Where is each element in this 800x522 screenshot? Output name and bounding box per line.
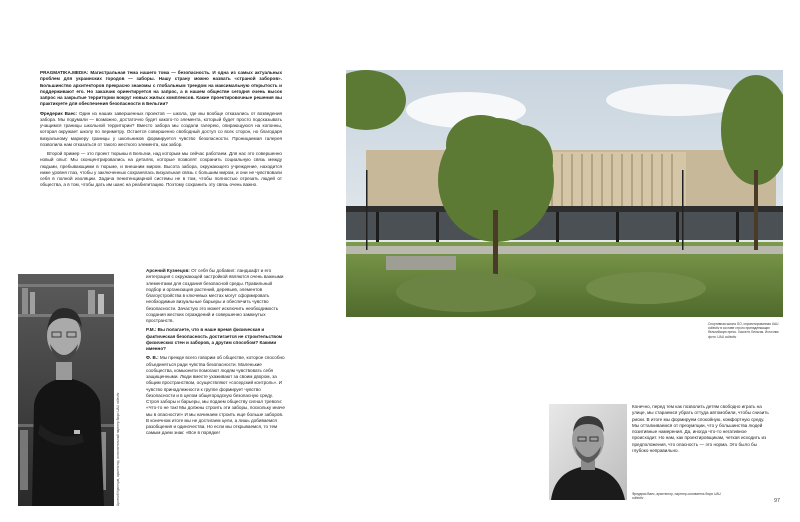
kuznetsov-portrait	[18, 274, 114, 506]
kuznetsov-portrait-image	[18, 274, 114, 506]
kuznetsov-paragraph	[146, 268, 286, 324]
vaes-portrait	[549, 404, 627, 500]
vaes-portrait-image	[549, 404, 627, 500]
kuznetsov-speaker: Арсений Кузнецов:	[146, 268, 190, 273]
school-photo	[346, 70, 783, 317]
kuznetsov-text: От себя бы добавил: ландшафт и его интеграция с окружающей застройкой являются очень важными элементами для создания безопасной среды. Правильный подбор и организация растений, деревьев, элементов благоустройства в ключевых местах могут сформировать необходимые визуальные барьеры и обеспечить чувство безопасности. Зачастую это может исключить необходимость создания жестких ограждений и совершенно замкнутых пространств.	[146, 268, 284, 323]
answer-text: Один из наших завершенных проектов — школа, где мы вообще отказались от возведения забора. Мы подумали — возможно, достаточно будет какого-то элемента, который будет просто подсказывать учащимся границы школьной территории? Вместо забора мы создали галерею, опирающуюся на колонны, которая окружает школу по периметру. Остается совершенно свободный доступ со всех сторон, но благодаря визуальному маркеру границы у школьников формируется чувство безопасности. Проницаемая галерея позволила нам отказаться от такого жесткого элемента, как забор.	[40, 110, 282, 147]
intro-lead: PRAGMATIKA.MEDIA: Магистральная тема нашего тома — безопасность. И одна из самых актуальных проблем для украинских городов — заборы. Нашу страну можно назвать «страной заборов». Большинство архитекторов прекрасно знакомы с глобальным трендом на максимальную открытость и поддерживают его. Но заказчик ориентируется на запрос, а в нашем обществе сегодня очень высок запрос на закрытые территории вокруг новых жилых комплексов. Какие проектировочные решения вы практикуете для обеспечения безопасности в Бельгии?	[40, 70, 282, 107]
vaes-caption: Фредерик Ваес, архитектор, партнер-основатель бюро UAU collectiv	[632, 492, 721, 501]
school-photo-caption: Спортивная школа GO, спроектированная UAU collectiv в составе строго принадлежащих бельгийскую пресс. Хасселт, Бельгия. Источник фото: UAU collectiv	[708, 322, 779, 339]
question-paragraph: P.M.: Вы полагаете, что в наше время физическая и фактическая безопасность достигается не строительством физических стен и заборов, а другим способом? Какими именно?	[146, 327, 283, 351]
vaes-answer-paragraph	[146, 355, 286, 436]
school-photo-image	[346, 70, 783, 317]
answer-paragraph	[40, 111, 282, 149]
column-three-text: Конечно, перед тем как позволить детям свободно играть на улице, мы стараемся убрать оттуда автомобили, чтобы снизить риски. В итоге мы формируем спокойную, комфортную среду. Мы отталкиваемся от презумпции, что у большинства людей позитивные намерения. Да, иногда что-то негативное происходит. Но нам, как проектировщикам, четкая исходить из предположения, что опасность — это норма. Это было бы глубоко неправильно.	[632, 404, 769, 453]
prison-paragraph: Второй пример — это проект тюрьмы в Бельгии, над которым мы сейчас работаем. Для нас это совершенно новый опыт. Мы сконцентрировались на деталях, которые позволят сохранить социальную связь между людьми, пребывающими в тюрьме, и внешним миром. Высота забора, окружающего учреждение, находится ниже уровня глаз, чтобы у заключенных сохранялась визуальная связь с большим миром, и они не чувствовали себя в полной изоляции. Задача пенитенциарной системы не в том, чтобы полностью отрезать людей от общества, а в том, чтобы дать им шанс на реабилитацию. Поэтому сохранить эту связь очень важно.	[40, 151, 282, 188]
kuznetsov-caption: Арсений Кузнецов, архитектор, исполнительный партнер бюро UAU collectiv	[116, 392, 120, 506]
vaes-text: Мы прежде всего говорим об обществе, которое способно объединяться ради чувства безопасности. Маленькие сообщества, комьюнити помогают людям чувствовать себя защищенными. Люди вместе ухаживают за своим двором, за общим пространством, осуществляют «соседский контроль». И чувство принадлежности к группе формирует чувство безопасности и в целом общегородскую безопасную среду. Строя заборы и барьеры, мы подаем обществу сигнал тревоги: «Что-то не так! Мы должны строить эти заборы, поскольку иначе мы в опасности!» И мы начинаем строить еще больше заборов. В конечном итоге мы не достигаем цели, а лишь добиваемся разобщения и одиночества. Но если мы открываемся, то тем самым даем знак: «Все в порядке!	[146, 355, 285, 436]
answer-speaker: Фредерик Ваес:	[40, 110, 78, 116]
column-three	[632, 404, 772, 454]
column-two	[146, 268, 286, 437]
vaes-speaker: Ф. В.:	[146, 355, 159, 361]
page-number: 97	[774, 498, 781, 504]
intro-block	[40, 70, 282, 189]
